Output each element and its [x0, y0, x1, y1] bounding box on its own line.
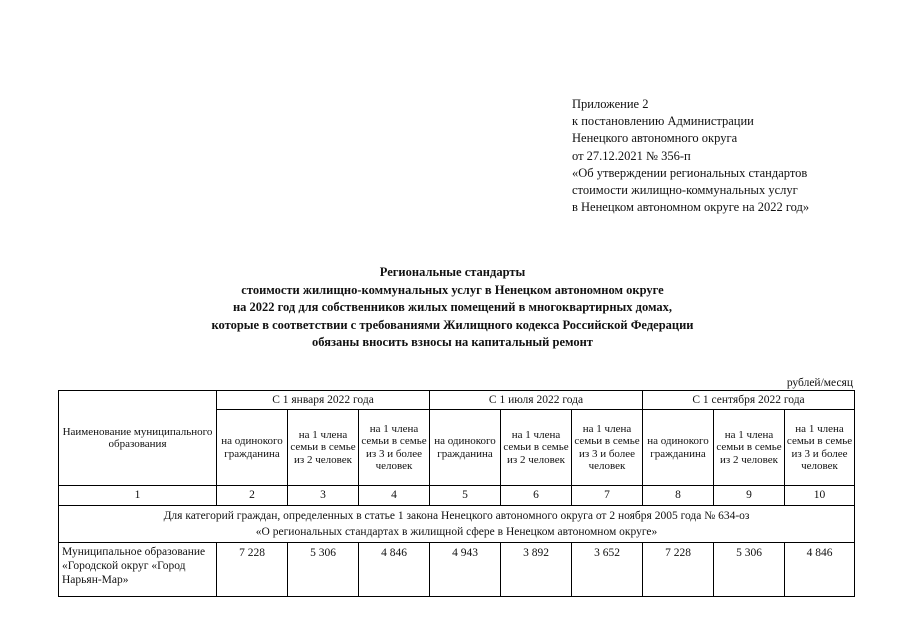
value-cell: 4 846 — [359, 543, 430, 597]
title-line: на 2022 год для собственников жилых помещений в многоквартирных домах, — [232, 300, 673, 314]
period-header-jan: С 1 января 2022 года — [217, 391, 430, 410]
column-index: 4 — [359, 486, 430, 506]
column-index: 1 — [59, 486, 217, 506]
annex-line: стоимости жилищно-коммунальных услуг — [572, 183, 798, 198]
column-index: 2 — [217, 486, 288, 506]
value-cell: 7 228 — [643, 543, 714, 597]
category-line: Для категорий граждан, определенных в статье 1 закона Ненецкого автономного округа от 2 ноября 2005 года № 634-оз — [163, 510, 750, 522]
category-line: «О региональных стандартах в жилищной сфере в Ненецком автономном округе» — [255, 526, 658, 538]
title-line: Региональные стандарты — [379, 265, 526, 279]
table-row — [59, 543, 855, 597]
unit-label: рублей/месяц — [786, 377, 853, 389]
category-row — [59, 506, 855, 543]
column-index: 10 — [785, 486, 855, 506]
annex-line: Приложение 2 — [572, 97, 649, 111]
sub-header-family3: на 1 члена семьи в семье из 3 и более человек — [572, 410, 643, 486]
title-line: обязаны вносить взносы на капитальный ремонт — [312, 335, 593, 349]
annex-line: к постановлению Администрации — [572, 114, 754, 129]
annex-line: «Об утверждении региональных стандартов — [572, 165, 808, 180]
value-cell: 5 306 — [288, 543, 359, 597]
sub-header-family3: на 1 члена семьи в семье из 3 и более человек — [785, 410, 855, 486]
column-index: 6 — [501, 486, 572, 506]
annex-line: в Ненецком автономном округе на 2022 год» — [572, 200, 810, 215]
value-cell: 4 846 — [785, 543, 855, 597]
sub-header-family2: на 1 члена семьи в семье из 2 человек — [288, 410, 359, 486]
value-cell: 7 228 — [217, 543, 288, 597]
sub-header-single: на одинокого гражданина — [643, 410, 714, 486]
sub-header-single: на одинокого гражданина — [217, 410, 288, 486]
annex-block — [572, 96, 809, 216]
municipality-name: Муниципальное образование «Городской округ «Город Нарьян-Мар» — [59, 543, 217, 597]
column-index: 3 — [288, 486, 359, 506]
period-header-sep: С 1 сентября 2022 года — [643, 391, 855, 410]
column-index: 7 — [572, 486, 643, 506]
sub-header-single: на одинокого гражданина — [430, 410, 501, 486]
period-header-jul: С 1 июля 2022 года — [430, 391, 643, 410]
name-header: Наименование муниципального образования — [59, 391, 217, 486]
document-title — [0, 264, 905, 352]
title-line: стоимости жилищно-коммунальных услуг в Ненецком автономном округе — [241, 282, 664, 297]
sub-header-family2: на 1 члена семьи в семье из 2 человек — [501, 410, 572, 486]
annex-line: Ненецкого автономного округа — [572, 131, 738, 146]
sub-header-family3: на 1 члена семьи в семье из 3 и более человек — [359, 410, 430, 486]
standards-table — [58, 390, 855, 597]
column-index: 5 — [430, 486, 501, 506]
sub-header-family2: на 1 члена семьи в семье из 2 человек — [714, 410, 785, 486]
value-cell: 5 306 — [714, 543, 785, 597]
value-cell: 3 652 — [572, 543, 643, 597]
annex-line: от 27.12.2021 № 356-п — [572, 148, 691, 163]
value-cell: 3 892 — [501, 543, 572, 597]
column-index: 8 — [643, 486, 714, 506]
column-index: 9 — [714, 486, 785, 506]
value-cell: 4 943 — [430, 543, 501, 597]
title-line: которые в соответствии с требованиями Жилищного кодекса Российской Федерации — [211, 317, 694, 332]
